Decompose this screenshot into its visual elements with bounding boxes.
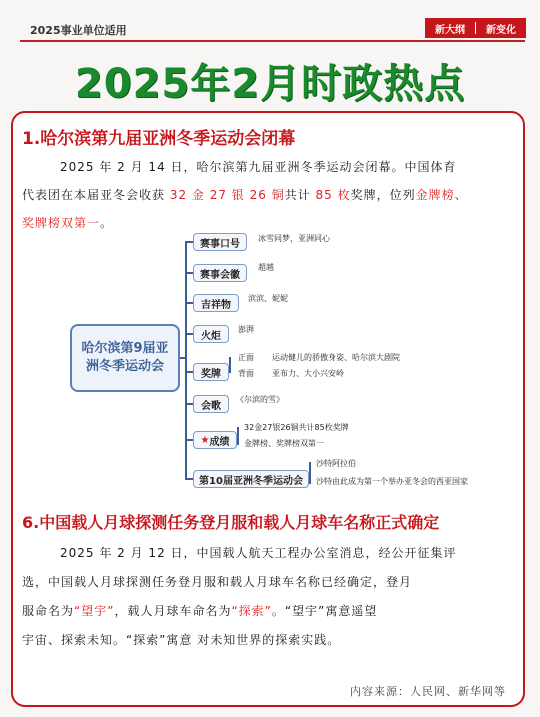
- section1-line2-text-b: 共计: [284, 188, 316, 202]
- mm-leaf-results-2: 金牌榜、奖牌榜双第一: [244, 439, 324, 448]
- mm-leaf-medal-front-label: 正面: [238, 353, 254, 362]
- section1-line2-text-c: 奖牌，位列: [350, 188, 416, 202]
- mm-leaf-anthem: 《尔滨的雪》: [236, 395, 284, 404]
- top-bar: [0, 0, 540, 48]
- section1-line2: [22, 183, 468, 207]
- mm-leaf-medal-front: 运动健儿的骄傲身姿、哈尔滨大剧院: [272, 353, 400, 362]
- section2-line3-text-a: 服命名为: [22, 604, 75, 618]
- mm-leaf-torch: 澎湃: [238, 325, 254, 334]
- badge-new-outline: 新大纲: [435, 24, 465, 36]
- badge-new-changes: 新变化: [486, 24, 516, 36]
- section2-line3-text-c: 。“望宇”寓意遥望: [271, 604, 378, 618]
- medal-total: 85 枚: [315, 188, 351, 202]
- section2-line2: 选，中国载人月球探测任务登月服和载人月球车名称已经确定，登月: [22, 575, 413, 589]
- header-tag: 2025事业单位适用: [30, 24, 127, 37]
- badge-separator: [475, 22, 476, 34]
- ranking-b: 奖牌榜双第一: [22, 216, 101, 230]
- mm-leaf-medal-back-label: 背面: [238, 369, 254, 378]
- mm-node-anthem: 会歌: [193, 395, 229, 413]
- mm-node-next-games: 第10届亚洲冬季运动会: [193, 470, 309, 488]
- mm-node-mascot: 吉祥物: [193, 294, 239, 312]
- mm-node-results: [193, 431, 237, 449]
- section1-line3-end: 。: [100, 216, 114, 230]
- section2-line3-text-b: ，载人月球车命名为: [114, 604, 232, 618]
- section1-title: 1.哈尔滨第九届亚洲冬季运动会闭幕: [22, 129, 296, 149]
- mm-leaf-next-note: 沙特由此成为第一个举办亚冬会的西亚国家: [316, 477, 468, 486]
- spacesuit-name: “望宇”: [74, 604, 115, 618]
- mm-node-results-label: 成绩: [209, 436, 230, 448]
- section2-line1: 2025 年 2 月 12 日，中国载人航天工程办公室消息，经公开征集评: [60, 546, 457, 560]
- mm-node-slogan: 赛事口号: [193, 233, 247, 251]
- header-divider: [20, 40, 525, 42]
- page-title: 2025年2月时政热点: [74, 61, 466, 107]
- header-badge: [425, 18, 526, 38]
- mm-leaf-emblem: 超越: [258, 263, 274, 272]
- section1-line2-text-a: 代表团在本届亚冬会收获: [22, 188, 170, 202]
- section1-line1: 2025 年 2 月 14 日，哈尔滨第九届亚洲冬季运动会闭幕。中国体育: [60, 160, 457, 174]
- mm-node-emblem: 赛事会徽: [193, 264, 247, 282]
- section2-line4: 宇宙、探索未知。“探索”寓意 对未知世界的探索实践。: [22, 633, 341, 647]
- mm-leaf-slogan: 冰雪同梦，亚洲同心: [258, 234, 330, 243]
- mm-leaf-medal-back: 亚布力、大小兴安岭: [272, 369, 344, 378]
- mm-sub-trunk: [309, 462, 311, 484]
- mm-node-torch: 火炬: [193, 325, 229, 343]
- mm-leaf-results-1: 32金27银26铜共计85枚奖牌: [244, 423, 349, 432]
- section1-line3: [22, 211, 113, 235]
- rover-name: “探索”: [231, 604, 272, 618]
- ranking-a: 金牌榜、: [415, 188, 468, 202]
- mm-trunk: [185, 241, 187, 478]
- mm-node-medal: 奖牌: [193, 363, 229, 381]
- mm-leaf-mascot: 滨滨、妮妮: [248, 294, 288, 303]
- medal-count: 32 金 27 银 26 铜: [169, 188, 285, 202]
- content-source: 内容来源：人民网、新华网等: [350, 685, 506, 698]
- mm-leaf-next-host: 沙特阿拉伯: [316, 459, 356, 468]
- mm-sub-trunk: [237, 427, 239, 445]
- mindmap-root: 哈尔滨第9届亚洲冬季运动会: [70, 324, 180, 392]
- star-icon: ★: [200, 434, 210, 446]
- mm-sub-trunk: [229, 357, 231, 373]
- section2-title: 6.中国载人月球探测任务登月服和载人月球车名称正式确定: [22, 513, 440, 532]
- section2-line3: [22, 599, 377, 623]
